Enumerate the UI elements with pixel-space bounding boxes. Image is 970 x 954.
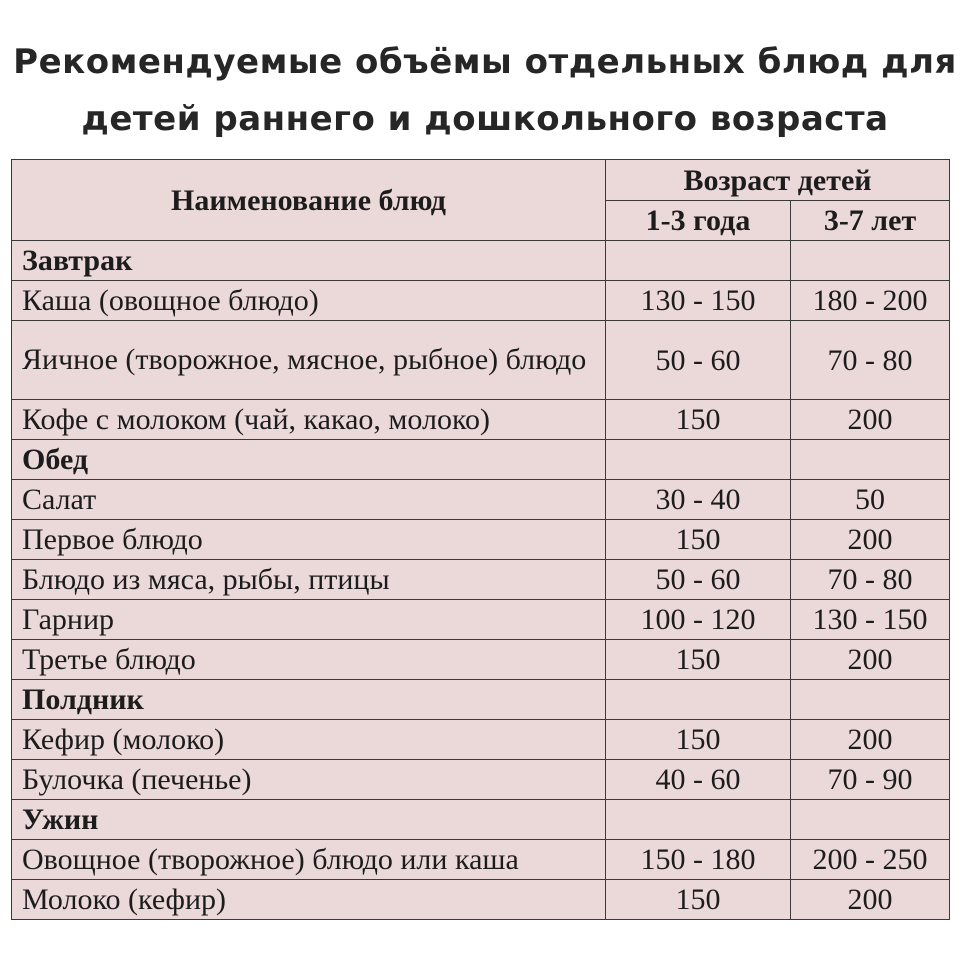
section-row-dinner [12,800,950,840]
portion-1-3: 30 - 40 [606,480,791,520]
portion-3-7: 200 [791,640,950,680]
header-age-3-7: 3-7 лет [791,201,950,241]
dish-name: Салат [12,480,606,520]
table-row [12,760,950,800]
portion-1-3: 50 - 60 [606,560,791,600]
dish-name: Первое блюдо [12,520,606,560]
portion-table [11,159,950,920]
portion-1-3: 130 - 150 [606,281,791,321]
portion-1-3: 150 [606,400,791,440]
dish-name: Овощное (творожное) блюдо или каша [12,840,606,880]
portion-1-3: 100 - 120 [606,600,791,640]
portion-1-3: 150 [606,720,791,760]
portion-1-3: 150 [606,640,791,680]
dish-name: Молоко (кефир) [12,880,606,920]
section-label: Полдник [12,680,606,720]
empty-cell [606,800,791,840]
portion-1-3: 150 - 180 [606,840,791,880]
section-label: Завтрак [12,241,606,281]
section-label: Ужин [12,800,606,840]
dish-name: Кефир (молоко) [12,720,606,760]
dish-name: Кофе с молоком (чай, какао, молоко) [12,400,606,440]
table-row [12,480,950,520]
section-row-breakfast [12,241,950,281]
table-row [12,640,950,680]
dish-name: Блюдо из мяса, рыбы, птицы [12,560,606,600]
portion-3-7: 50 [791,480,950,520]
empty-cell [791,680,950,720]
dish-name: Гарнир [12,600,606,640]
table-row [12,560,950,600]
table-row [12,840,950,880]
table-row [12,321,950,400]
section-row-snack [12,680,950,720]
table-row [12,600,950,640]
section-label: Обед [12,440,606,480]
portion-3-7: 200 [791,520,950,560]
empty-cell [606,440,791,480]
empty-cell [606,680,791,720]
dish-name: Каша (овощное блюдо) [12,281,606,321]
portion-3-7: 70 - 80 [791,321,950,400]
portion-3-7: 130 - 150 [791,600,950,640]
portion-3-7: 200 [791,400,950,440]
table-row [12,720,950,760]
table-header-row [12,160,950,201]
portion-3-7: 180 - 200 [791,281,950,321]
empty-cell [791,800,950,840]
empty-cell [606,241,791,281]
header-age-1-3: 1-3 года [606,201,791,241]
title-line-1: Рекомендуемые объёмы отдельных блюд для [13,42,957,82]
table-row [12,520,950,560]
table-row [12,281,950,321]
portion-3-7: 200 [791,720,950,760]
dish-name: Третье блюдо [12,640,606,680]
table-row [12,880,950,920]
table-row [12,400,950,440]
page-title [0,34,970,148]
portion-1-3: 40 - 60 [606,760,791,800]
portion-1-3: 150 [606,520,791,560]
portion-3-7: 200 [791,880,950,920]
title-line-2: детей раннего и дошкольного возраста [81,99,889,139]
header-dish-name: Наименование блюд [12,160,606,241]
portion-3-7: 200 - 250 [791,840,950,880]
portion-1-3: 50 - 60 [606,321,791,400]
portion-3-7: 70 - 80 [791,560,950,600]
dish-name: Булочка (печенье) [12,760,606,800]
section-row-lunch [12,440,950,480]
dish-name: Яичное (творожное, мясное, рыбное) блюдо [12,321,606,400]
portion-1-3: 150 [606,880,791,920]
portion-3-7: 70 - 90 [791,760,950,800]
header-age: Возраст детей [606,160,950,201]
empty-cell [791,241,950,281]
empty-cell [791,440,950,480]
